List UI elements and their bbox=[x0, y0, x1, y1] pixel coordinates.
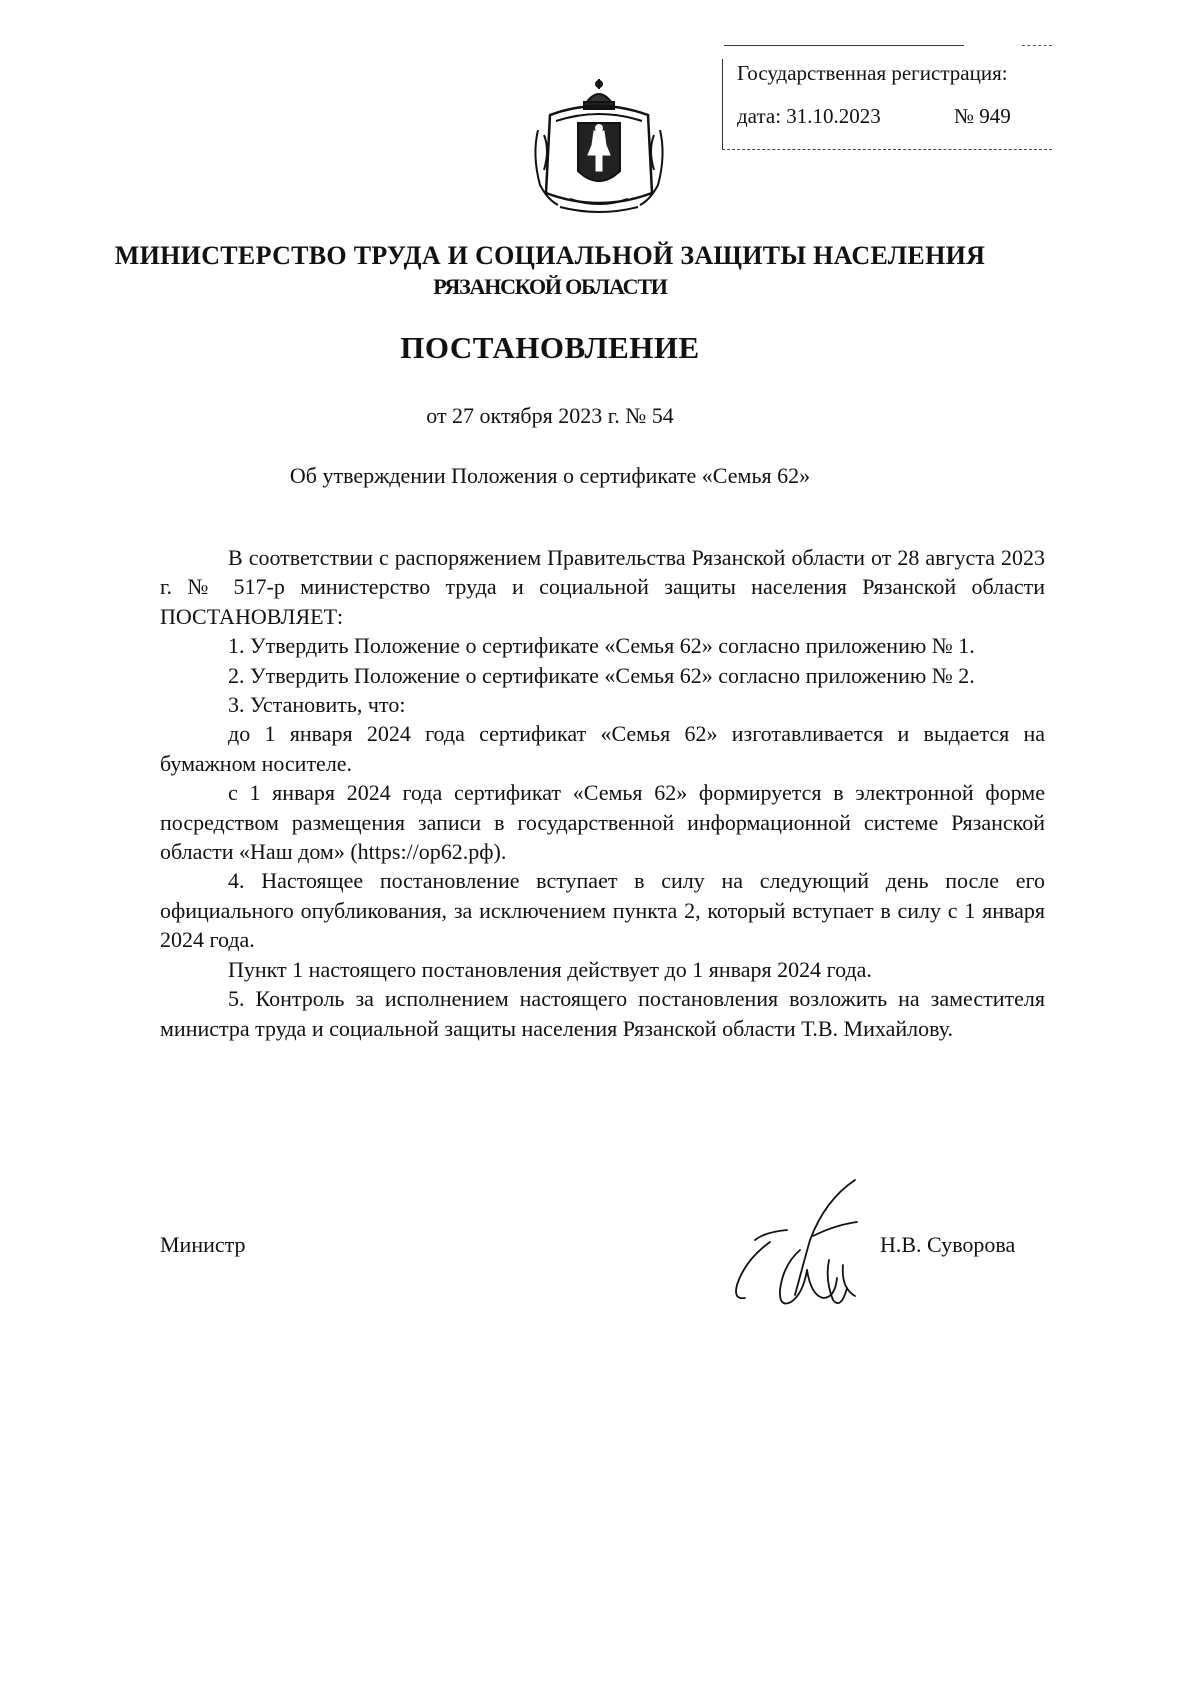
body-paragraph: с 1 января 2024 года сертификат «Семья 62» формируется в электронной форме посредством размещения записи в государственной информационной системе Рязанской области «Наш дом» (https://оp62.рф). bbox=[160, 780, 1045, 865]
handwritten-signature-icon bbox=[725, 1170, 885, 1330]
stamp-top-border bbox=[724, 45, 964, 46]
signer-position: Министр bbox=[160, 1232, 246, 1257]
body-paragraph: 5. Контроль за исполнением настоящего постановления возложить на заместителя министра труда и социальной защиты населения Рязанской области Т.В. Михайлову. bbox=[160, 986, 1045, 1041]
body-paragraph: 3. Установить, что: bbox=[228, 692, 406, 718]
body-paragraph: В соответствии с распоряжением Правительства Рязанской области от 28 августа 2023 г. № 517-р министерство труда и социальной защиты населения Рязанской области ПОСТАНОВЛЯЕТ: bbox=[160, 545, 1045, 629]
registration-title: Государственная регистрация: bbox=[737, 61, 1008, 85]
ministry-name-line1: МИНИСТЕРСТВО ТРУДА И СОЦИАЛЬНОЙ ЗАЩИТЫ НАСЕЛЕНИЯ bbox=[114, 241, 986, 270]
registration-stamp bbox=[722, 45, 1052, 149]
body-paragraph: до 1 января 2024 года сертификат «Семья 62» изготавливается и выдается на бумажном носителе. bbox=[160, 721, 1045, 776]
document-body bbox=[160, 543, 1045, 1043]
body-paragraph: 2. Утвердить Положение о сертификате «Семья 62» согласно приложению № 2. bbox=[228, 662, 975, 688]
signer-name: Н.В. Суворова bbox=[880, 1232, 1016, 1257]
coat-of-arms-icon bbox=[530, 75, 668, 217]
registration-number: № 949 bbox=[954, 104, 1011, 128]
document-date: от 27 октября 2023 г. № 54 bbox=[426, 403, 674, 428]
body-paragraph: 4. Настоящее постановление вступает в силу на следующий день после его официального опубликования, за исключением пункта 2, который вступает в силу с 1 января 2024 года. bbox=[160, 868, 1045, 953]
document-type: ПОСТАНОВЛЕНИЕ bbox=[400, 330, 700, 365]
stamp-left-border bbox=[722, 59, 723, 149]
stamp-bottom-border bbox=[722, 149, 1052, 150]
stamp-top-dash bbox=[1022, 45, 1052, 46]
body-paragraph: 1. Утвердить Положение о сертификате «Семья 62» согласно приложению № 1. bbox=[228, 633, 975, 659]
ministry-name-line2: РЯЗАНСКОЙ ОБЛАСТИ bbox=[433, 274, 667, 299]
body-paragraph: Пункт 1 настоящего постановления действует до 1 января 2024 года. bbox=[228, 956, 872, 982]
document-title: Об утверждении Положения о сертификате «Семья 62» bbox=[289, 463, 811, 488]
registration-date: дата: 31.10.2023 bbox=[737, 104, 881, 128]
